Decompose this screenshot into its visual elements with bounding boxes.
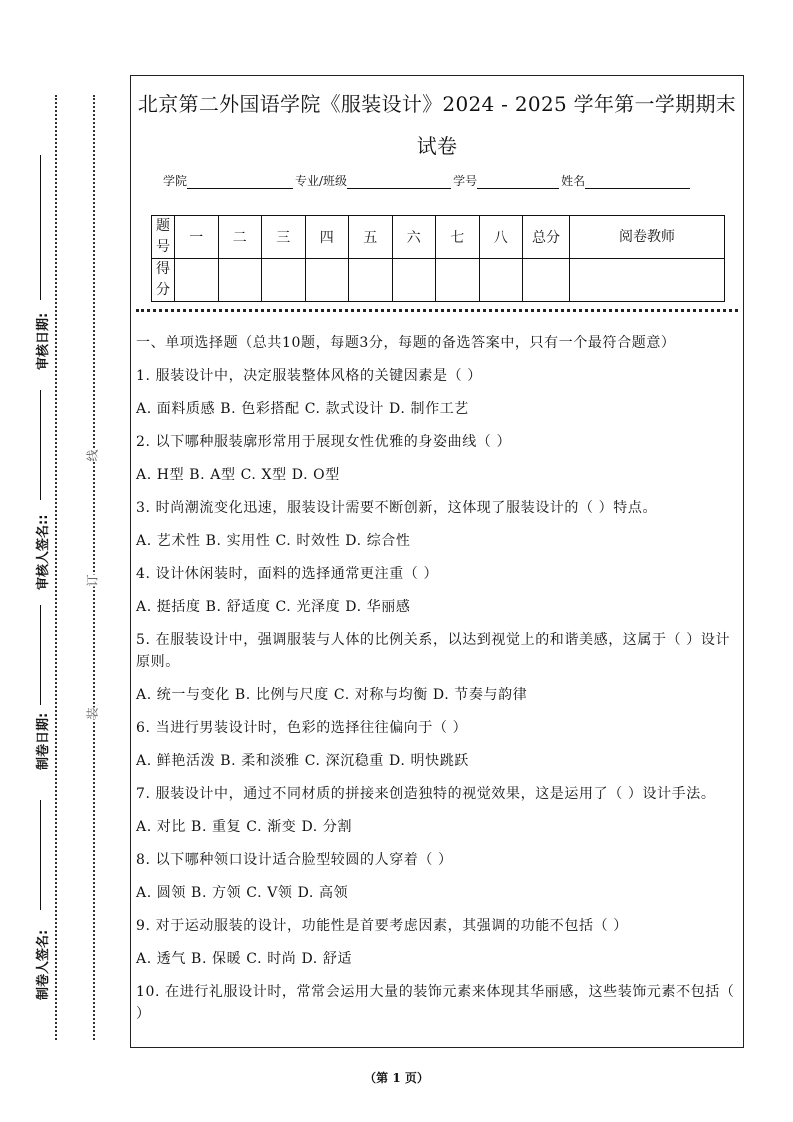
col-8: 八 [479,216,523,259]
page-number: （第 1 页） [364,1071,429,1085]
col-7: 七 [436,216,480,259]
binding-dotted-line-inner [93,95,95,1040]
question-number-label: 题号 [152,216,175,259]
col-6: 六 [392,216,436,259]
major-class-field[interactable] [347,174,451,189]
score-cell[interactable] [349,259,393,302]
name-label: 姓名 [561,174,586,188]
score-cell[interactable] [305,259,349,302]
question-options: A. H型 B. A型 C. X型 D. O型 [136,467,340,483]
college-field[interactable] [187,174,293,189]
col-total: 总分 [523,216,570,259]
name-field[interactable] [585,174,690,189]
question-options: A. 统一与变化 B. 比例与尺度 C. 对称与均衡 D. 节奏与韵律 [136,687,528,703]
score-cell-total[interactable] [523,259,570,302]
exam-title-line2: 试卷 [416,134,458,158]
student-info-row [163,172,692,189]
col-3: 三 [262,216,306,259]
review-date-line [40,155,41,300]
reviewer-signature-label: 审核人签名:: [36,514,51,590]
student-id-label: 学号 [453,174,478,188]
col-4: 四 [305,216,349,259]
score-table-score-row [152,259,725,302]
score-cell[interactable] [262,259,306,302]
question-text: 5. 在服装设计中，强调服装与人体的比例关系，以达到视觉上的和谐美感，这属于（ ）设计原则。 [136,632,731,670]
question-options: A. 对比 B. 重复 C. 渐变 D. 分割 [136,819,353,835]
maker-signature-label: 制卷人签名: [36,929,51,1000]
student-id-field[interactable] [477,174,559,189]
binding-char-ding: 订 [85,574,100,587]
maker-date-label: 制卷日期: [36,712,51,770]
question-options: A. 透气 B. 保暖 C. 时尚 D. 舒适 [136,951,353,967]
question-options: A. 面料质感 B. 色彩搭配 C. 款式设计 D. 制作工艺 [136,401,469,417]
question-options: A. 艺术性 B. 实用性 C. 时效性 D. 综合性 [136,533,411,549]
college-label: 学院 [163,174,188,188]
score-table-header-row [152,216,725,259]
score-cell[interactable] [479,259,523,302]
question-text: 7. 服装设计中，通过不同材质的拼接来创造独特的视觉效果，这是运用了（ ）设计手法。 [136,786,716,802]
maker-date-line [40,605,41,705]
question-options: A. 挺括度 B. 舒适度 C. 光泽度 D. 华丽感 [136,599,411,615]
review-date-label: 审核日期: [36,312,51,370]
score-cell[interactable] [218,259,262,302]
col-2: 二 [218,216,262,259]
score-cell[interactable] [175,259,219,302]
question-text: 4. 设计休闲装时，面料的选择通常更注重（ ） [136,566,439,582]
score-cell[interactable] [436,259,480,302]
section-heading: 一、单项选择题（总共10题，每题3分，每题的备选答案中，只有一个最符合题意） [136,335,676,351]
question-text: 6. 当进行男装设计时，色彩的选择往往偏向于（ ） [136,720,468,736]
col-5: 五 [349,216,393,259]
binding-dotted-line-outer [55,95,57,1040]
col-grader: 阅卷教师 [570,216,725,259]
question-options: A. 圆领 B. 方领 C. V领 D. 高领 [136,885,349,901]
question-options: A. 鲜艳活泼 B. 柔和淡雅 C. 深沉稳重 D. 明快跳跃 [136,753,469,769]
question-text: 1. 服装设计中，决定服装整体风格的关键因素是（ ） [136,368,482,384]
maker-signature-line [40,800,41,910]
question-list [136,365,742,1025]
binding-char-zhuang: 装 [85,707,100,720]
question-text: 3. 时尚潮流变化迅速，服装设计需要不断创新，这体现了服装设计的（ ）特点。 [136,500,658,516]
score-table [151,215,725,302]
dotted-separator [136,309,738,312]
score-cell-grader[interactable] [570,259,725,302]
exam-title: 北京第二外国语学院《服装设计》2024 - 2025 学年第一学期期末 [137,92,737,116]
section-single-choice [136,332,742,1036]
score-label: 得分 [152,259,175,302]
question-text: 9. 对于运动服装的设计，功能性是首要考虑因素，其强调的功能不包括（ ） [136,918,628,934]
question-text: 8. 以下哪种领口设计适合脸型较圆的人穿着（ ） [136,852,453,868]
binding-char-xian: 线 [85,449,100,462]
col-1: 一 [175,216,219,259]
reviewer-signature-line [40,390,41,500]
major-class-label: 专业/班级 [295,174,348,188]
question-text: 10. 在进行礼服设计时，常常会运用大量的装饰元素来体现其华丽感，这些装饰元素不包括（ ） [136,984,735,1022]
question-text: 2. 以下哪种服装廓形常用于展现女性优雅的身姿曲线（ ） [136,434,512,450]
score-cell[interactable] [392,259,436,302]
